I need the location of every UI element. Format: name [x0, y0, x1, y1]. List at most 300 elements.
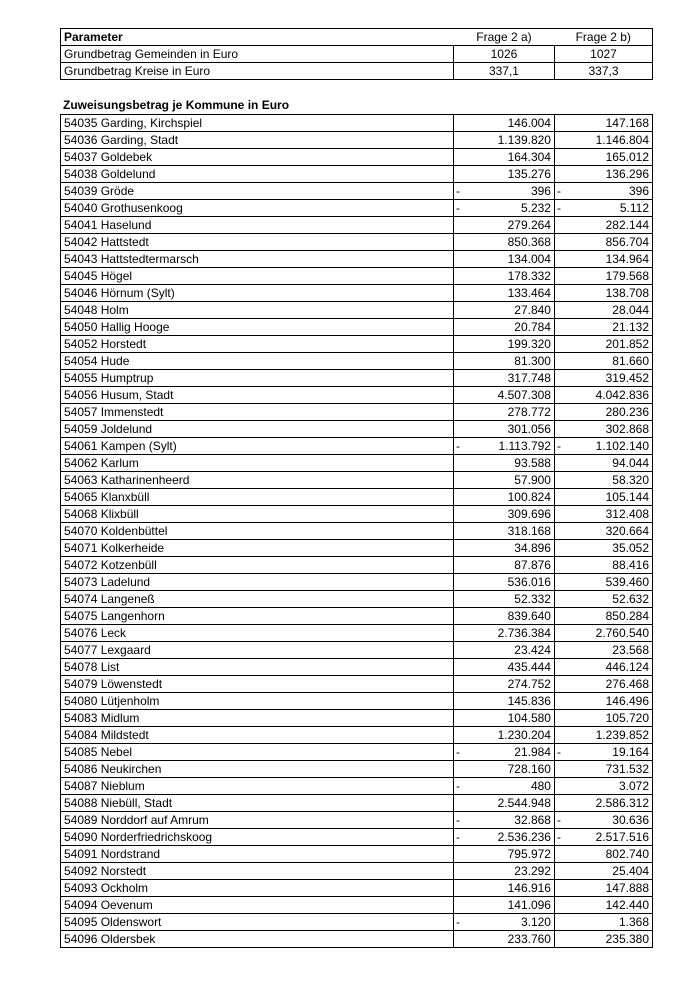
municipality-name: 54087 Nieblum	[61, 778, 454, 795]
table-row	[61, 642, 653, 659]
negative-sign: -	[455, 915, 460, 929]
amount-frage-2b-cell	[554, 761, 652, 778]
amount-frage-2b-cell	[554, 778, 652, 795]
amount-value: 731.532	[605, 762, 649, 776]
municipality-name: 54037 Goldebek	[61, 149, 454, 166]
amount-value: 396	[628, 184, 649, 198]
amount-value: 279.264	[507, 218, 551, 232]
table-row	[61, 319, 653, 336]
amount-frage-2b-cell	[554, 676, 652, 693]
amount-frage-2a-cell	[453, 897, 554, 914]
negative-sign: -	[455, 745, 460, 759]
amount-value: 134.964	[605, 252, 649, 266]
table-row	[61, 149, 653, 166]
municipality-name: 54040 Grothusenkoog	[61, 200, 454, 217]
amount-value: 2.536.236	[497, 830, 551, 844]
amount-frage-2b-cell	[554, 710, 652, 727]
amount-value: 317.748	[507, 371, 551, 385]
amount-frage-2a-cell	[453, 489, 554, 506]
municipality-name: 54061 Kampen (Sylt)	[61, 438, 454, 455]
amount-frage-2a-cell	[453, 557, 554, 574]
amount-value: 1.239.852	[595, 728, 649, 742]
table-row	[61, 676, 653, 693]
amount-value: 235.380	[605, 932, 649, 946]
amount-frage-2a-cell	[453, 217, 554, 234]
municipality-name: 54071 Kolkerheide	[61, 540, 454, 557]
amount-frage-2a-cell	[453, 251, 554, 268]
amount-value: 81.660	[612, 354, 649, 368]
amount-value: 850.368	[507, 235, 551, 249]
amount-value: 795.972	[507, 847, 551, 861]
amount-value: 5.232	[520, 201, 551, 215]
table-row	[61, 557, 653, 574]
negative-sign: -	[556, 184, 561, 198]
amount-value: 100.824	[507, 490, 551, 504]
amount-frage-2a-cell	[453, 353, 554, 370]
amount-value: 728.160	[507, 762, 551, 776]
table-row	[61, 846, 653, 863]
table-row	[61, 132, 653, 149]
municipality-name: 54073 Ladelund	[61, 574, 454, 591]
amount-frage-2b-cell	[554, 540, 652, 557]
amount-frage-2a-cell	[453, 387, 554, 404]
amount-value: 1.113.792	[498, 439, 551, 453]
amount-frage-2a-cell	[453, 302, 554, 319]
amount-value: 480	[530, 779, 551, 793]
municipality-name: 54092 Norstedt	[61, 863, 454, 880]
amount-value: 312.408	[605, 507, 649, 521]
table-row	[61, 200, 653, 217]
amount-frage-2a-cell	[453, 727, 554, 744]
municipality-name: 54052 Horstedt	[61, 336, 454, 353]
table-row	[61, 251, 653, 268]
amount-frage-2b-cell	[554, 506, 652, 523]
amount-value: 134.004	[507, 252, 551, 266]
amount-value: 28.044	[612, 303, 649, 317]
amount-value: 280.236	[605, 405, 649, 419]
amount-frage-2a-cell	[453, 319, 554, 336]
table-row	[61, 353, 653, 370]
amount-value: 25.404	[612, 864, 649, 878]
municipality-name: 54083 Midlum	[61, 710, 454, 727]
amount-frage-2b-cell	[554, 897, 652, 914]
amount-frage-2b-cell	[554, 744, 652, 761]
amount-value: 2.544.948	[497, 796, 551, 810]
table-row	[61, 659, 653, 676]
amount-value: 81.300	[514, 354, 551, 368]
amount-frage-2a-cell	[453, 744, 554, 761]
table-row	[61, 574, 653, 591]
negative-sign: -	[455, 184, 460, 198]
amount-value: 274.752	[507, 677, 551, 691]
parameter-label: Grundbetrag Gemeinden in Euro	[61, 46, 454, 63]
amount-frage-2b-cell	[554, 268, 652, 285]
municipality-name: 54062 Karlum	[61, 455, 454, 472]
negative-sign: -	[556, 201, 561, 215]
amount-value: 21.984	[514, 745, 551, 759]
municipality-name: 54088 Niebüll, Stadt	[61, 795, 454, 812]
municipality-name: 54076 Leck	[61, 625, 454, 642]
municipality-name: 54072 Kotzenbüll	[61, 557, 454, 574]
table-row	[61, 285, 653, 302]
table-row	[61, 931, 653, 948]
table-row	[61, 523, 653, 540]
amount-frage-2b-cell	[554, 931, 652, 948]
amount-value: 2.760.540	[595, 626, 649, 640]
municipality-name: 54089 Norddorf auf Amrum	[61, 812, 454, 829]
amount-value: 199.320	[507, 337, 551, 351]
amount-frage-2b-cell	[554, 693, 652, 710]
table-row	[61, 744, 653, 761]
amount-frage-2a-cell	[453, 540, 554, 557]
amount-value: 88.416	[612, 558, 649, 572]
amount-frage-2a-cell	[453, 574, 554, 591]
negative-sign: -	[455, 439, 460, 453]
amount-frage-2b-cell	[554, 302, 652, 319]
amount-frage-2a-cell	[453, 166, 554, 183]
amount-value: 839.640	[507, 609, 551, 623]
amount-value: 105.144	[605, 490, 649, 504]
parameter-header-row	[61, 29, 653, 46]
amount-frage-2a-cell	[453, 523, 554, 540]
amount-value: 1.146.804	[595, 133, 649, 147]
table-row	[61, 914, 653, 931]
amount-value: 23.424	[514, 643, 551, 657]
amount-value: 396	[530, 184, 551, 198]
parameter-value-a: 1026	[453, 46, 554, 63]
amount-frage-2a-cell	[453, 693, 554, 710]
amount-frage-2a-cell	[453, 132, 554, 149]
amount-value: 32.868	[514, 813, 551, 827]
municipality-name: 54080 Lütjenholm	[61, 693, 454, 710]
amount-value: 179.568	[605, 269, 649, 283]
amount-frage-2b-cell	[554, 523, 652, 540]
amount-frage-2b-cell	[554, 574, 652, 591]
amount-frage-2a-cell	[453, 931, 554, 948]
amount-frage-2a-cell	[453, 200, 554, 217]
municipality-name: 54042 Hattstedt	[61, 234, 454, 251]
municipality-name: 54059 Joldelund	[61, 421, 454, 438]
negative-sign: -	[455, 201, 460, 215]
amount-value: 3.120	[520, 915, 551, 929]
negative-sign: -	[556, 439, 561, 453]
table-row	[61, 761, 653, 778]
municipality-name: 54093 Ockholm	[61, 880, 454, 897]
amount-frage-2b-cell	[554, 285, 652, 302]
table-row	[61, 302, 653, 319]
municipality-table-body	[61, 115, 653, 948]
amount-value: 276.468	[605, 677, 649, 691]
municipality-name: 54077 Lexgaard	[61, 642, 454, 659]
amount-value: 104.580	[507, 711, 551, 725]
amount-frage-2b-cell	[554, 370, 652, 387]
document-page	[60, 28, 653, 948]
amount-frage-2b-cell	[554, 353, 652, 370]
amount-value: 318.168	[507, 524, 551, 538]
municipality-name: 54046 Hörnum (Sylt)	[61, 285, 454, 302]
municipality-name: 54070 Koldenbüttel	[61, 523, 454, 540]
negative-sign: -	[556, 813, 561, 827]
amount-frage-2b-cell	[554, 336, 652, 353]
amount-frage-2b-cell	[554, 149, 652, 166]
amount-frage-2a-cell	[453, 812, 554, 829]
amount-frage-2b-cell	[554, 489, 652, 506]
amount-value: 302.868	[605, 422, 649, 436]
amount-frage-2b-cell	[554, 132, 652, 149]
amount-value: 58.320	[612, 473, 649, 487]
amount-frage-2b-cell	[554, 472, 652, 489]
municipality-name: 54065 Klanxbüll	[61, 489, 454, 506]
municipality-name: 54055 Humptrup	[61, 370, 454, 387]
amount-value: 136.296	[605, 167, 649, 181]
municipality-name: 54056 Husum, Stadt	[61, 387, 454, 404]
amount-value: 146.916	[507, 881, 551, 895]
amount-frage-2a-cell	[453, 710, 554, 727]
table-row	[61, 268, 653, 285]
table-row	[61, 217, 653, 234]
amount-frage-2a-cell	[453, 795, 554, 812]
amount-frage-2a-cell	[453, 421, 554, 438]
municipality-name: 54068 Klixbüll	[61, 506, 454, 523]
municipality-name: 54063 Katharinenheerd	[61, 472, 454, 489]
municipality-name: 54054 Hude	[61, 353, 454, 370]
parameter-value-a: 337,1	[453, 63, 554, 80]
amount-frage-2b-cell	[554, 115, 652, 132]
amount-value: 23.292	[514, 864, 551, 878]
frage-2b-header: Frage 2 b)	[554, 29, 652, 46]
amount-frage-2b-cell	[554, 421, 652, 438]
table-row	[61, 234, 653, 251]
amount-value: 93.588	[514, 456, 551, 470]
municipality-name: 54079 Löwenstedt	[61, 676, 454, 693]
table-row	[61, 387, 653, 404]
amount-value: 57.900	[514, 473, 551, 487]
amount-frage-2b-cell	[554, 455, 652, 472]
amount-value: 319.452	[605, 371, 649, 385]
amount-value: 138.708	[605, 286, 649, 300]
municipality-name: 54075 Langenhorn	[61, 608, 454, 625]
table-row	[61, 489, 653, 506]
amount-frage-2a-cell	[453, 642, 554, 659]
amount-value: 34.896	[514, 541, 551, 555]
amount-frage-2a-cell	[453, 234, 554, 251]
amount-frage-2b-cell	[554, 217, 652, 234]
amount-value: 146.004	[507, 116, 551, 130]
table-row	[61, 693, 653, 710]
amount-value: 233.760	[507, 932, 551, 946]
amount-value: 52.632	[612, 592, 649, 606]
municipality-name: 54091 Nordstrand	[61, 846, 454, 863]
amount-value: 21.132	[612, 320, 649, 334]
amount-frage-2a-cell	[453, 829, 554, 846]
table-row	[61, 710, 653, 727]
amount-frage-2b-cell	[554, 591, 652, 608]
amount-frage-2a-cell	[453, 370, 554, 387]
negative-sign: -	[556, 830, 561, 844]
municipality-name: 54035 Garding, Kirchspiel	[61, 115, 454, 132]
amount-frage-2a-cell	[453, 778, 554, 795]
amount-value: 1.230.204	[497, 728, 551, 742]
amount-frage-2b-cell	[554, 319, 652, 336]
amount-value: 27.840	[514, 303, 551, 317]
amount-frage-2b-cell	[554, 166, 652, 183]
amount-value: 135.276	[507, 167, 551, 181]
amount-value: 105.720	[605, 711, 649, 725]
amount-value: 201.852	[605, 337, 649, 351]
amount-value: 178.332	[507, 269, 551, 283]
amount-value: 165.012	[605, 150, 649, 164]
amount-value: 309.696	[507, 507, 551, 521]
municipality-name: 54043 Hattstedtermarsch	[61, 251, 454, 268]
table-row	[61, 115, 653, 132]
amount-value: 52.332	[514, 592, 551, 606]
table-row	[61, 506, 653, 523]
amount-frage-2b-cell	[554, 200, 652, 217]
parameter-row	[61, 46, 653, 63]
amount-frage-2b-cell	[554, 642, 652, 659]
negative-sign: -	[455, 830, 460, 844]
amount-value: 446.124	[605, 660, 649, 674]
amount-frage-2a-cell	[453, 676, 554, 693]
table-row	[61, 880, 653, 897]
amount-frage-2a-cell	[453, 404, 554, 421]
amount-frage-2a-cell	[453, 268, 554, 285]
negative-sign: -	[556, 745, 561, 759]
table-row	[61, 540, 653, 557]
table-row	[61, 625, 653, 642]
amount-frage-2b-cell	[554, 795, 652, 812]
municipality-name: 54090 Norderfriedrichskoog	[61, 829, 454, 846]
amount-frage-2a-cell	[453, 183, 554, 200]
amount-value: 30.636	[612, 813, 649, 827]
amount-frage-2a-cell	[453, 846, 554, 863]
table-row	[61, 421, 653, 438]
frage-2a-header: Frage 2 a)	[453, 29, 554, 46]
amount-value: 802.740	[605, 847, 649, 861]
amount-frage-2a-cell	[453, 591, 554, 608]
table-row	[61, 438, 653, 455]
amount-value: 1.102.140	[595, 439, 649, 453]
amount-value: 1.139.820	[497, 133, 551, 147]
section-title: Zuweisungsbetrag je Kommune in Euro	[63, 98, 290, 112]
amount-frage-2b-cell	[554, 812, 652, 829]
parameter-value-b: 1027	[554, 46, 652, 63]
negative-sign: -	[455, 779, 460, 793]
parameter-table	[60, 28, 653, 80]
amount-frage-2b-cell	[554, 880, 652, 897]
municipality-name: 54086 Neukirchen	[61, 761, 454, 778]
amount-value: 145.836	[507, 694, 551, 708]
amount-value: 142.440	[605, 898, 649, 912]
amount-value: 23.568	[612, 643, 649, 657]
municipality-name: 54050 Hallig Hooge	[61, 319, 454, 336]
amount-value: 3.072	[618, 779, 649, 793]
amount-frage-2a-cell	[453, 285, 554, 302]
municipality-name: 54048 Holm	[61, 302, 454, 319]
amount-frage-2a-cell	[453, 659, 554, 676]
table-row	[61, 897, 653, 914]
amount-frage-2b-cell	[554, 183, 652, 200]
table-row	[61, 778, 653, 795]
amount-frage-2b-cell	[554, 404, 652, 421]
amount-frage-2b-cell	[554, 829, 652, 846]
amount-value: 2.586.312	[595, 796, 649, 810]
amount-frage-2b-cell	[554, 387, 652, 404]
amount-frage-2b-cell	[554, 659, 652, 676]
amount-frage-2a-cell	[453, 149, 554, 166]
amount-frage-2b-cell	[554, 438, 652, 455]
amount-value: 164.304	[507, 150, 551, 164]
amount-frage-2b-cell	[554, 557, 652, 574]
amount-value: 94.044	[612, 456, 649, 470]
amount-frage-2a-cell	[453, 863, 554, 880]
amount-frage-2b-cell	[554, 863, 652, 880]
table-row	[61, 591, 653, 608]
municipality-name: 54039 Gröde	[61, 183, 454, 200]
table-row	[61, 472, 653, 489]
amount-value: 147.888	[605, 881, 649, 895]
amount-frage-2a-cell	[453, 914, 554, 931]
parameter-header-label: Parameter	[61, 29, 454, 46]
table-row	[61, 370, 653, 387]
municipality-name: 54045 Högel	[61, 268, 454, 285]
amount-value: 19.164	[612, 745, 649, 759]
parameter-label: Grundbetrag Kreise in Euro	[61, 63, 454, 80]
amount-frage-2b-cell	[554, 251, 652, 268]
amount-value: 4.042.836	[595, 388, 649, 402]
municipality-name: 54096 Oldersbek	[61, 931, 454, 948]
municipality-name: 54085 Nebel	[61, 744, 454, 761]
amount-frage-2a-cell	[453, 625, 554, 642]
amount-value: 133.464	[507, 286, 551, 300]
amount-frage-2a-cell	[453, 761, 554, 778]
amount-value: 5.112	[619, 201, 649, 215]
municipality-name: 54094 Oevenum	[61, 897, 454, 914]
amount-value: 320.664	[605, 524, 649, 538]
parameter-value-b: 337,3	[554, 63, 652, 80]
municipality-name: 54057 Immenstedt	[61, 404, 454, 421]
table-row	[61, 727, 653, 744]
amount-value: 35.052	[612, 541, 649, 555]
amount-frage-2a-cell	[453, 115, 554, 132]
amount-value: 147.168	[605, 116, 649, 130]
table-row	[61, 404, 653, 421]
negative-sign: -	[455, 813, 460, 827]
amount-value: 1.368	[618, 915, 649, 929]
amount-value: 856.704	[605, 235, 649, 249]
amount-frage-2b-cell	[554, 234, 652, 251]
table-row	[61, 863, 653, 880]
municipality-name: 54078 List	[61, 659, 454, 676]
amount-frage-2b-cell	[554, 914, 652, 931]
amount-value: 850.284	[605, 609, 649, 623]
table-row	[61, 829, 653, 846]
municipality-name: 54036 Garding, Stadt	[61, 132, 454, 149]
amount-value: 141.096	[507, 898, 551, 912]
amount-value: 146.496	[605, 694, 649, 708]
municipality-name: 54095 Oldenswort	[61, 914, 454, 931]
amount-frage-2a-cell	[453, 336, 554, 353]
municipality-name: 54084 Mildstedt	[61, 727, 454, 744]
amount-value: 2.736.384	[497, 626, 551, 640]
table-row	[61, 795, 653, 812]
table-row	[61, 812, 653, 829]
amount-value: 4.507.308	[497, 388, 551, 402]
municipality-name: 54038 Goldelund	[61, 166, 454, 183]
amount-frage-2a-cell	[453, 608, 554, 625]
amount-value: 282.144	[605, 218, 649, 232]
amount-value: 539.460	[605, 575, 649, 589]
